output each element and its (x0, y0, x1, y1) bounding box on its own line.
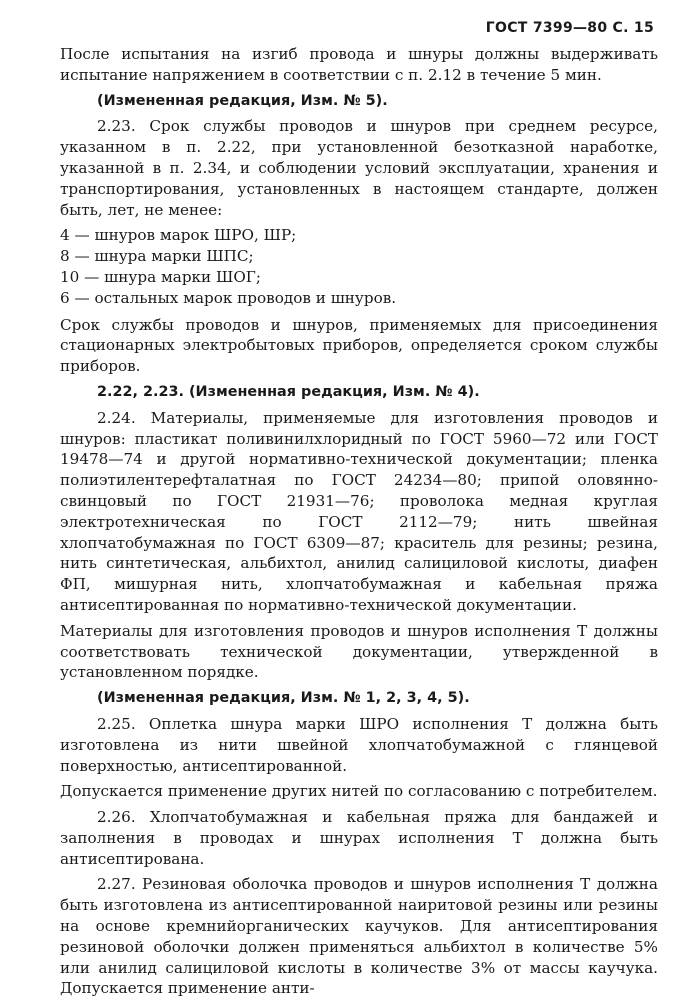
paragraph-2-27: 2.27. Резиновая оболочка проводов и шнуров исполнения Т должна быть изготовлена из антисептированной наиритовой резины или резины на основе кремнийорганических каучуков. Для антисептирования резиновой оболочки должен применяться альбихтол в количестве 5% или анилид салициловой кислоты в количестве 3% от массы каучука. Допускается применение анти- (60, 875, 658, 998)
paragraph-service-life-appliances: Срок службы проводов и шнуров, применяемых для присоединения стационарных электробытовых приборов, определяется сроком службы приборов. (60, 315, 658, 376)
amendment-note-4: 2.22, 2.23. (Измененная редакция, Изм. № 4). (97, 383, 480, 400)
list-item-others: 6 — остальных марок проводов и шнуров. (60, 288, 397, 307)
paragraph-bend-test: После испытания на изгиб провода и шнуры должны выдерживать испытание напряжением в соответствии с п. 2.12 в течение 5 мин. (60, 45, 658, 84)
paragraph-2-23: 2.23. Срок службы проводов и шнуров при среднем ресурсе, указанном в п. 2.22, при установленной безотказной наработке, указанной в п. 2.34, и соблюдении условий эксплуатации, хранения и транспортирования, установленных в настоящем стандарте, должен быть, лет, не менее: (60, 117, 658, 219)
paragraph-2-24: 2.24. Материалы, применяемые для изготовления проводов и шнуров: пластикат поливинилхлоридный по ГОСТ 5960—72 или ГОСТ 19478—74 и другой нормативно-технической документации; пленка полиэтилентерефталатная по ГОСТ 24234—80; припой оловянно-свинцовый по ГОСТ 21931—76; проволока медная круглая электротехническая по ГОСТ 2112—79; нить швейная хлопчатобумажная по ГОСТ 6309—87; краситель для резины; резина, нить синтетическая, альбихтол, анилид салициловой кислоты, диафен ФП, мишурная нить, хлопчатобумажная и кабельная пряжа антисептированная по нормативно-технической документации. (60, 408, 658, 614)
list-item-shps: 8 — шнура марки ШПС; (60, 247, 254, 266)
list-item-shog: 10 — шнура марки ШОГ; (60, 267, 261, 286)
paragraph-other-threads: Допускается применение других нитей по согласованию с потребителем. (60, 782, 658, 801)
list-item-shro: 4 — шнуров марок ШРО, ШР; (60, 226, 297, 245)
paragraph-2-26: 2.26. Хлопчатобумажная и кабельная пряжа для бандажей и заполнения в проводах и шнурах исполнения Т должна быть антисептирована. (60, 808, 658, 868)
paragraph-materials-t: Материалы для изготовления проводов и шнуров исполнения Т должны соответствовать технической документации, утвержденной в установленном порядке. (60, 621, 658, 682)
running-header: ГОСТ 7399—80 С. 15 (485, 20, 654, 36)
document-body (60, 44, 658, 1004)
amendment-note-5: (Измененная редакция, Изм. № 5). (97, 92, 388, 109)
amendment-note-1-5: (Измененная редакция, Изм. № 1, 2, 3, 4, 5). (97, 690, 470, 707)
paragraph-2-25: 2.25. Оплетка шнура марки ШРО исполнения Т должна быть изготовлена из нити швейной хлопчатобумажной с глянцевой поверхностью, антисептированной. (60, 714, 658, 775)
